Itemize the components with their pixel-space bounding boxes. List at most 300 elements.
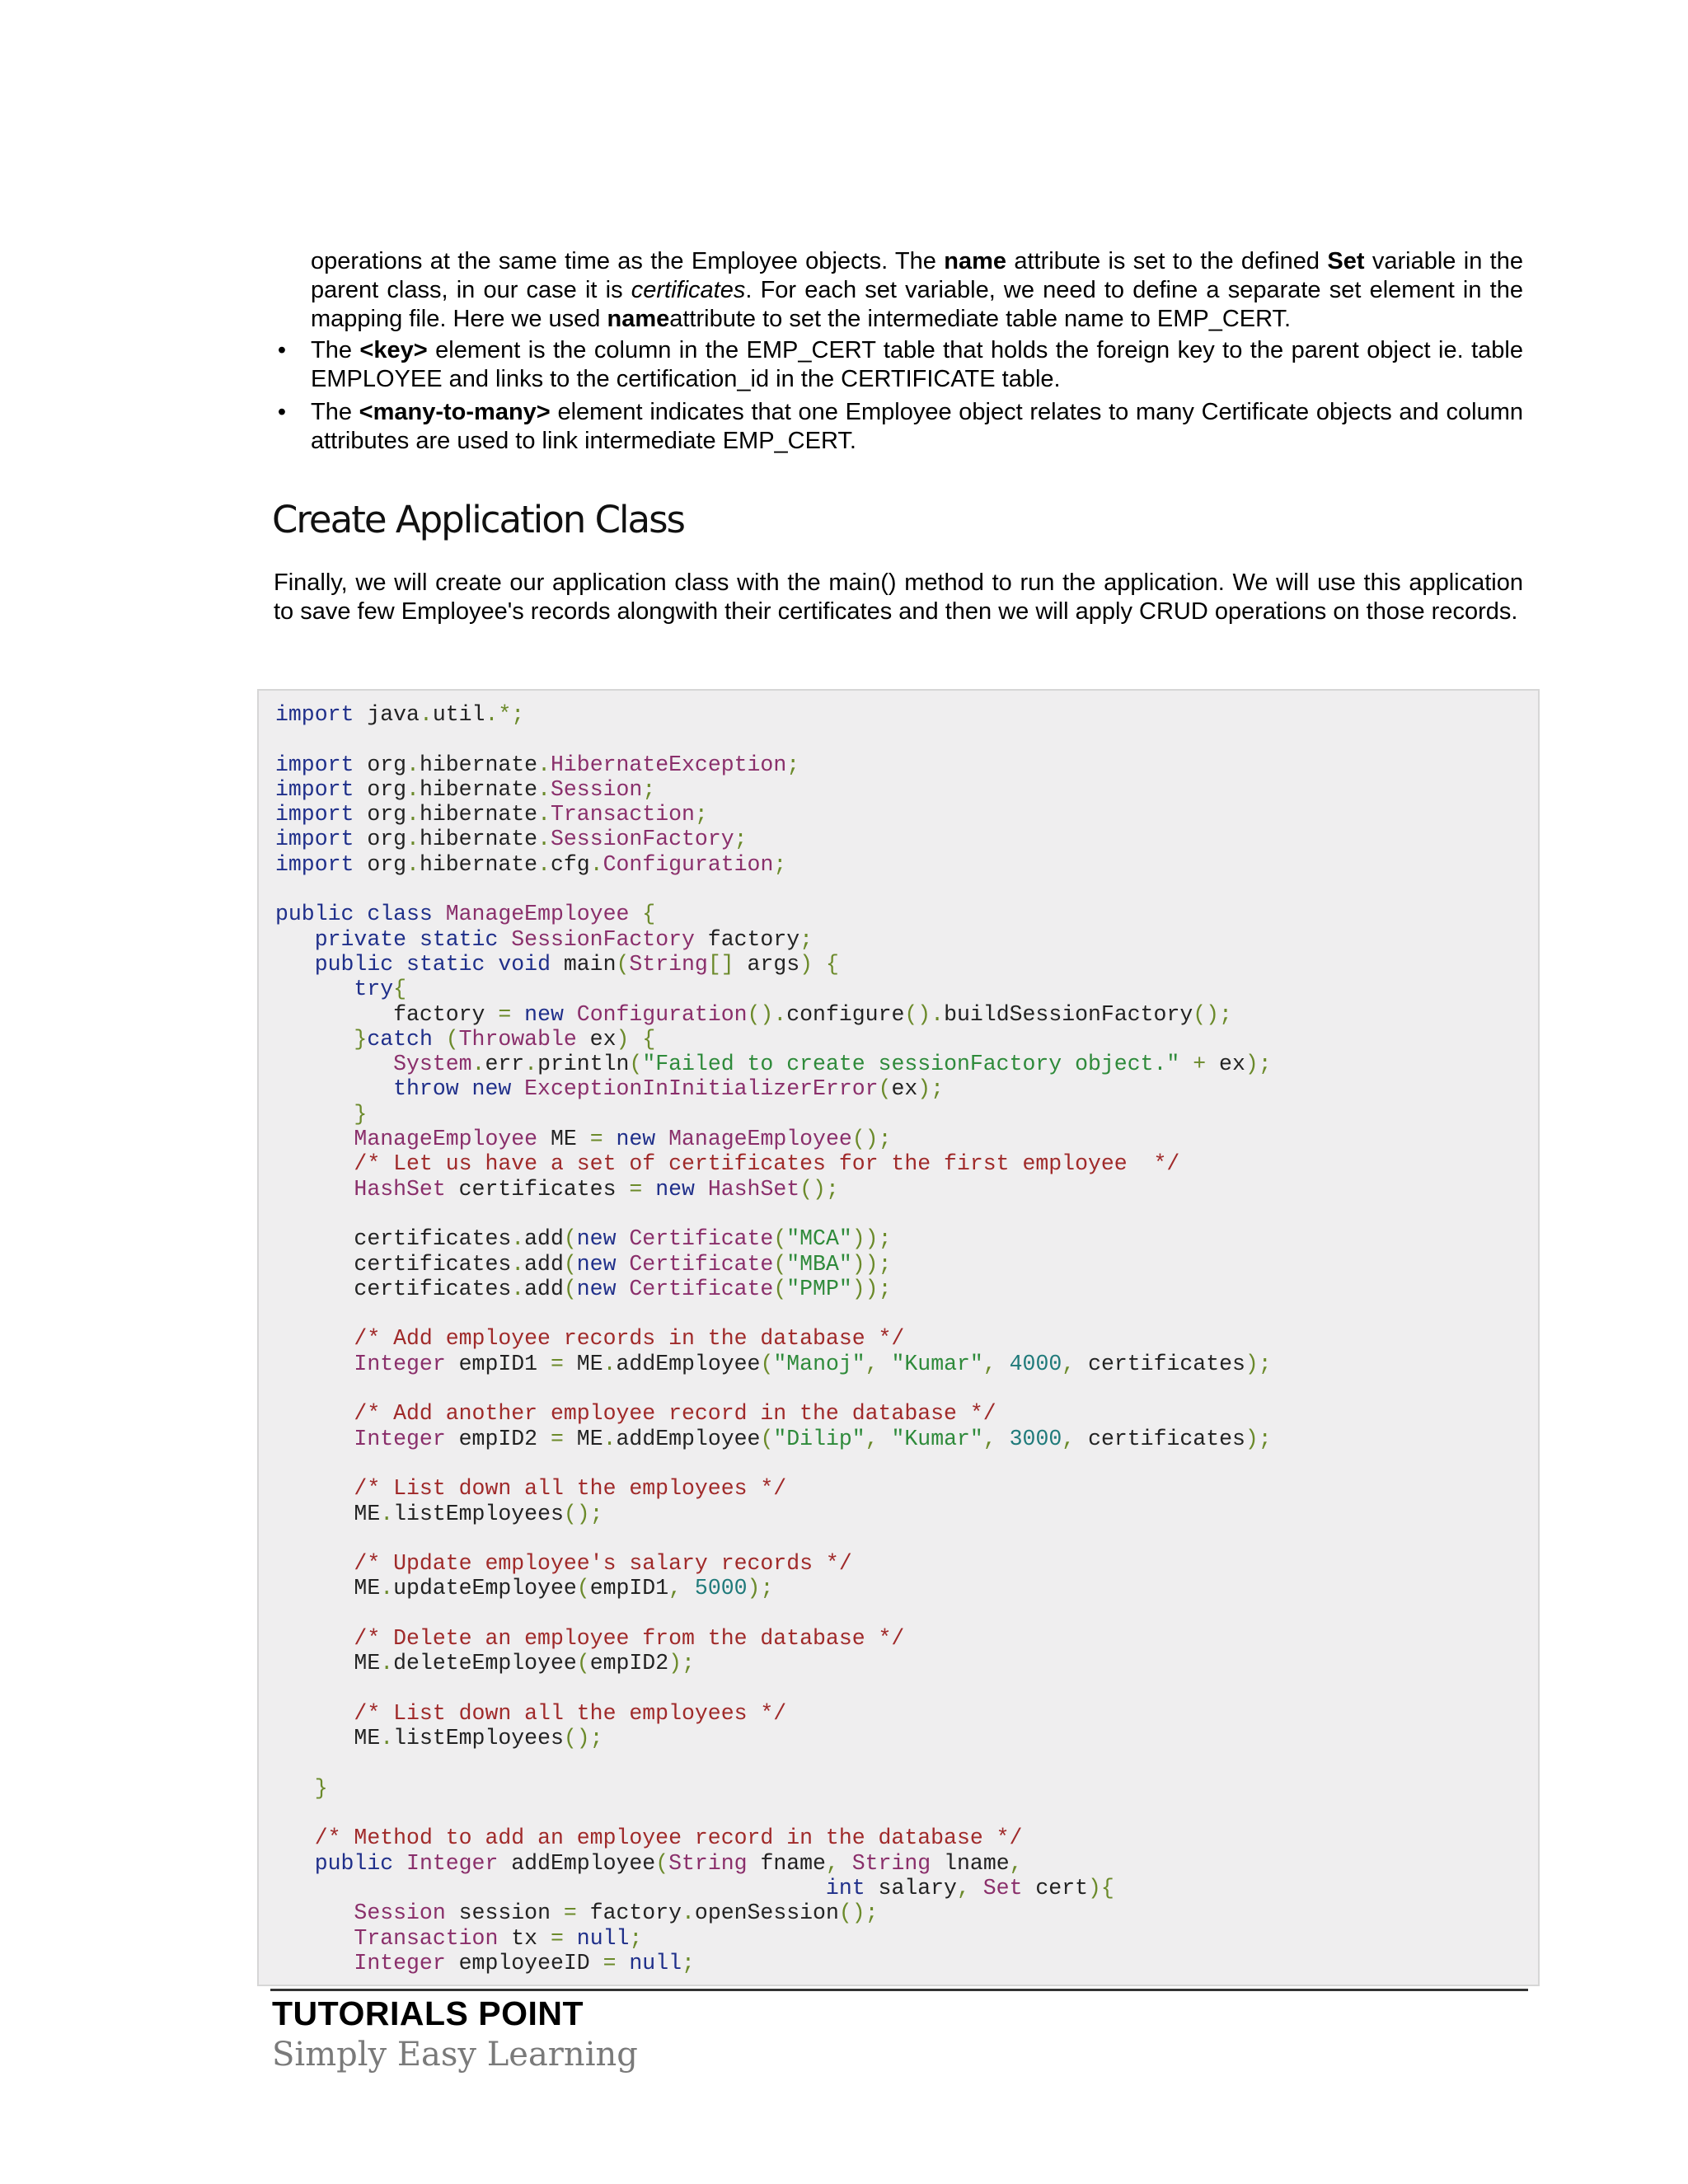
code-token: ME bbox=[275, 1651, 381, 1676]
section-heading: Create Application Class bbox=[272, 498, 684, 541]
code-token: (); bbox=[838, 1900, 879, 1926]
code-line bbox=[275, 1451, 1272, 1476]
code-token: org bbox=[354, 802, 407, 827]
code-token bbox=[629, 1027, 642, 1052]
code-token bbox=[879, 1352, 892, 1376]
code-token: factory bbox=[275, 1001, 499, 1027]
code-line bbox=[275, 1401, 1272, 1426]
code-token: public static void bbox=[314, 951, 551, 977]
code-line bbox=[275, 1726, 1272, 1750]
code-token: /* Method to add an employee record in the database */ bbox=[314, 1825, 1023, 1851]
code-token: ManageEmployee bbox=[354, 1127, 538, 1152]
code-token: ExceptionInInitializerError bbox=[524, 1076, 879, 1102]
code-token bbox=[511, 1076, 524, 1101]
code-token: throw new bbox=[393, 1076, 512, 1102]
code-token: add bbox=[524, 1276, 564, 1301]
code-token: import bbox=[275, 851, 354, 877]
code-token: (); bbox=[851, 1127, 892, 1152]
code-token: certificates bbox=[275, 1276, 512, 1301]
code-token: "Kumar" bbox=[891, 1351, 983, 1376]
code-token: (). bbox=[904, 1001, 945, 1027]
code-token: import bbox=[275, 802, 354, 827]
code-token: /* List down all the employees */ bbox=[354, 1700, 787, 1726]
code-token: SessionFactory bbox=[550, 827, 734, 852]
code-line bbox=[275, 1127, 1272, 1151]
code-token: + bbox=[1193, 1052, 1207, 1077]
code-token bbox=[564, 1926, 577, 1951]
code-token: org bbox=[354, 827, 407, 852]
code-token: . bbox=[406, 752, 420, 777]
code-token bbox=[498, 927, 511, 952]
code-token: add bbox=[524, 1226, 564, 1252]
code-token: certificates bbox=[445, 1176, 630, 1202]
code-token bbox=[433, 902, 446, 926]
code-token: ME bbox=[537, 1127, 590, 1152]
code-token bbox=[1179, 1052, 1193, 1076]
code-line bbox=[275, 1551, 1272, 1576]
code-token: } bbox=[354, 1026, 368, 1052]
code-token: , bbox=[1009, 1850, 1023, 1876]
code-line bbox=[275, 727, 1272, 752]
code-token: , bbox=[956, 1875, 970, 1900]
code-token: ( bbox=[616, 951, 630, 977]
code-token: ( bbox=[760, 1351, 774, 1376]
code-token: } bbox=[354, 1101, 368, 1127]
code-token: ManageEmployee bbox=[668, 1127, 852, 1152]
code-token bbox=[275, 1825, 315, 1850]
code-token: String bbox=[629, 951, 708, 977]
code-token: = bbox=[498, 1001, 512, 1027]
code-token: = bbox=[550, 1426, 564, 1451]
code-token: deleteEmployee bbox=[393, 1651, 577, 1676]
code-token: ) bbox=[799, 951, 814, 977]
code-token: ME bbox=[275, 1501, 381, 1526]
code-token bbox=[275, 1401, 354, 1426]
code-token: /* Update employee's salary records */ bbox=[354, 1551, 852, 1577]
code-token: certificates bbox=[1075, 1426, 1245, 1451]
code-token bbox=[275, 1177, 354, 1202]
code-token: . bbox=[537, 752, 551, 777]
code-token: ); bbox=[668, 1651, 695, 1676]
code-token: . bbox=[380, 1576, 394, 1601]
code-token: "Failed to create sessionFactory object." bbox=[642, 1052, 1180, 1077]
code-token: HibernateException bbox=[550, 752, 787, 777]
code-token: . bbox=[603, 1351, 617, 1376]
code-token: /* List down all the employees */ bbox=[354, 1476, 787, 1502]
code-token bbox=[275, 1102, 354, 1127]
code-line bbox=[275, 777, 1272, 802]
code-token: tx bbox=[498, 1925, 551, 1951]
code-token: 3000 bbox=[1009, 1426, 1062, 1451]
code-token: new bbox=[655, 1176, 695, 1202]
footer-divider bbox=[270, 1989, 1528, 1991]
code-token: . bbox=[380, 1726, 394, 1751]
code-token: ME bbox=[275, 1726, 381, 1751]
code-line bbox=[275, 852, 1272, 877]
code-token bbox=[275, 1551, 354, 1576]
code-token: factory bbox=[576, 1900, 682, 1926]
code-token: "Manoj" bbox=[773, 1351, 865, 1376]
code-token: String bbox=[851, 1850, 931, 1876]
code-token: ; bbox=[799, 926, 814, 952]
code-line bbox=[275, 1301, 1272, 1326]
code-token bbox=[617, 1277, 630, 1301]
code-token: 4000 bbox=[1009, 1351, 1062, 1376]
code-token: "Dilip" bbox=[773, 1426, 865, 1451]
bullet-item-key bbox=[274, 336, 1523, 394]
code-token: empID2 bbox=[589, 1651, 669, 1676]
code-line bbox=[275, 827, 1272, 851]
code-token: , bbox=[1062, 1426, 1076, 1451]
code-token: , bbox=[865, 1426, 879, 1451]
code-token: import bbox=[275, 702, 354, 727]
code-token: listEmployees bbox=[393, 1726, 564, 1751]
code-token: , bbox=[982, 1426, 996, 1451]
code-line bbox=[275, 1376, 1272, 1401]
code-token: args bbox=[734, 951, 800, 977]
text-run: operations at the same time as the Employee objects. The bbox=[311, 248, 945, 274]
code-token: ); bbox=[1245, 1052, 1272, 1077]
code-token: employeeID bbox=[445, 1950, 603, 1975]
code-line bbox=[275, 1676, 1272, 1701]
code-token: cert bbox=[1022, 1875, 1089, 1900]
code-token: { bbox=[393, 977, 407, 1002]
code-token bbox=[275, 1951, 354, 1975]
code-token: addEmployee bbox=[616, 1426, 761, 1451]
code-token: add bbox=[524, 1251, 564, 1277]
code-line bbox=[275, 1801, 1272, 1825]
code-line bbox=[275, 952, 1272, 977]
code-token bbox=[275, 1626, 354, 1651]
code-line bbox=[275, 1876, 1272, 1900]
code-token: = bbox=[563, 1900, 577, 1926]
code-token bbox=[813, 952, 826, 977]
code-line bbox=[275, 1277, 1272, 1301]
code-listing bbox=[275, 702, 1272, 1975]
code-token: ) bbox=[1088, 1875, 1101, 1900]
code-token: Transaction bbox=[354, 1925, 499, 1951]
code-line bbox=[275, 1352, 1272, 1376]
code-token: import bbox=[275, 776, 354, 802]
code-token: public bbox=[314, 1850, 394, 1876]
code-line bbox=[275, 1427, 1272, 1451]
code-token: ; bbox=[682, 1950, 695, 1975]
code-token: ; bbox=[773, 851, 787, 877]
code-line bbox=[275, 1052, 1272, 1076]
code-line bbox=[275, 1226, 1272, 1251]
code-line bbox=[275, 927, 1272, 952]
intro-paragraph: Finally, we will create our application class with the main() method to run the application. We will use this application to save few Employee's records alongwith their certificates and then we will apply CRUD operations on those records. bbox=[274, 569, 1523, 625]
code-token: . bbox=[511, 1226, 525, 1252]
code-token: ( bbox=[773, 1251, 787, 1277]
code-token: /* Delete an employee from the database */ bbox=[354, 1625, 905, 1651]
code-token: , bbox=[668, 1576, 682, 1601]
code-token: HashSet bbox=[354, 1176, 446, 1202]
code-token bbox=[695, 1177, 708, 1202]
bullet-item-many-to-many bbox=[274, 398, 1523, 456]
code-token: String bbox=[668, 1850, 748, 1876]
code-token: = bbox=[603, 1950, 617, 1975]
code-token: (); bbox=[799, 1176, 839, 1202]
code-token: null bbox=[629, 1950, 682, 1975]
code-token: ex bbox=[1206, 1052, 1245, 1077]
code-token: listEmployees bbox=[393, 1501, 564, 1526]
code-token: buildSessionFactory bbox=[944, 1001, 1193, 1027]
code-token: , bbox=[1062, 1351, 1076, 1376]
code-token bbox=[275, 1776, 315, 1801]
code-token bbox=[393, 1851, 406, 1876]
code-line bbox=[275, 1851, 1272, 1876]
code-token: /* Add another employee record in the database */ bbox=[354, 1401, 996, 1427]
code-token: ( bbox=[563, 1226, 577, 1252]
code-line bbox=[275, 877, 1272, 902]
code-token: ( bbox=[563, 1276, 577, 1301]
code-token: ME bbox=[563, 1426, 603, 1451]
footer-brand: TUTORIALS POINT bbox=[272, 1994, 584, 2032]
code-token bbox=[275, 1127, 354, 1151]
code-token bbox=[839, 1851, 852, 1876]
code-token: println bbox=[537, 1052, 630, 1077]
code-token: factory bbox=[694, 926, 800, 952]
code-token: util bbox=[432, 702, 485, 727]
code-token bbox=[879, 1427, 892, 1451]
code-token: public class bbox=[275, 902, 433, 927]
code-token: org bbox=[354, 752, 407, 777]
code-token bbox=[275, 1427, 354, 1451]
code-token: org bbox=[354, 851, 407, 877]
code-token bbox=[996, 1427, 1010, 1451]
code-token: , bbox=[825, 1850, 839, 1876]
code-token: Session bbox=[550, 776, 643, 802]
code-token: lname bbox=[931, 1850, 1010, 1876]
code-token bbox=[275, 1876, 826, 1900]
code-token: { bbox=[642, 1026, 656, 1052]
code-line bbox=[275, 1776, 1272, 1801]
code-line bbox=[275, 1626, 1272, 1651]
code-token: import bbox=[275, 827, 354, 852]
code-token: int bbox=[825, 1875, 865, 1900]
code-token: . bbox=[537, 851, 551, 877]
code-line bbox=[275, 1576, 1272, 1601]
code-token: ; bbox=[694, 802, 708, 827]
code-token: Integer bbox=[354, 1351, 446, 1376]
code-token: . bbox=[380, 1651, 394, 1676]
code-token: { bbox=[1100, 1875, 1114, 1900]
code-token: ; bbox=[629, 1925, 643, 1951]
code-line bbox=[275, 1502, 1272, 1526]
code-token bbox=[275, 1052, 393, 1076]
code-line bbox=[275, 752, 1272, 777]
code-token: "PMP" bbox=[786, 1276, 852, 1301]
code-line bbox=[275, 1951, 1272, 1975]
code-token: org bbox=[354, 776, 407, 802]
code-token: ); bbox=[1245, 1426, 1272, 1451]
code-token: null bbox=[576, 1925, 630, 1951]
code-token: err bbox=[485, 1052, 525, 1077]
code-token bbox=[617, 1252, 630, 1277]
code-token: ( bbox=[576, 1576, 590, 1601]
bullet-icon: • bbox=[277, 399, 287, 425]
code-token: "Kumar" bbox=[891, 1426, 983, 1451]
code-token: /* Let us have a set of certificates for the first employee */ bbox=[354, 1151, 1180, 1177]
code-token: configure bbox=[786, 1001, 905, 1027]
code-token: (). bbox=[747, 1001, 787, 1027]
text-run: The bbox=[311, 399, 359, 425]
code-token: = bbox=[589, 1127, 603, 1152]
code-token: Integer bbox=[354, 1950, 446, 1975]
code-line bbox=[275, 1651, 1272, 1675]
code-token: . bbox=[419, 702, 433, 727]
code-token: salary bbox=[865, 1875, 957, 1900]
code-token: /* Add employee records in the database */ bbox=[354, 1326, 905, 1352]
code-token: . bbox=[471, 1052, 485, 1077]
code-token: ) bbox=[616, 1026, 630, 1052]
code-line bbox=[275, 1202, 1272, 1226]
code-token: 5000 bbox=[694, 1576, 748, 1601]
code-token bbox=[275, 1151, 354, 1176]
code-token: new bbox=[576, 1226, 617, 1252]
code-token: main bbox=[550, 951, 617, 977]
code-token: cfg bbox=[550, 851, 590, 877]
code-token: hibernate bbox=[419, 802, 538, 827]
code-line bbox=[275, 802, 1272, 827]
code-line bbox=[275, 1326, 1272, 1351]
code-token: hibernate bbox=[419, 752, 538, 777]
code-block bbox=[257, 689, 1540, 1986]
code-token: . bbox=[537, 802, 551, 827]
code-token: Configuration bbox=[576, 1001, 748, 1027]
code-token: ( bbox=[773, 1276, 787, 1301]
code-token bbox=[275, 927, 315, 952]
code-token: updateEmployee bbox=[393, 1576, 577, 1601]
code-token: { bbox=[825, 951, 839, 977]
code-token: . bbox=[589, 851, 603, 877]
code-line bbox=[275, 1102, 1272, 1127]
code-token: ( bbox=[563, 1251, 577, 1277]
code-token: .*; bbox=[485, 702, 525, 727]
code-token: catch bbox=[367, 1026, 433, 1052]
code-token: addEmployee bbox=[498, 1850, 656, 1876]
code-token: "MBA" bbox=[786, 1251, 852, 1277]
code-token bbox=[617, 1226, 630, 1251]
code-token: "MCA" bbox=[786, 1226, 852, 1252]
code-token: . bbox=[406, 776, 420, 802]
bold-run: Set bbox=[1327, 248, 1365, 274]
code-token: ex bbox=[576, 1026, 617, 1052]
code-line bbox=[275, 702, 1272, 727]
code-line bbox=[275, 977, 1272, 1001]
code-token bbox=[275, 1326, 354, 1351]
continued-paragraph bbox=[311, 247, 1523, 334]
code-line bbox=[275, 1177, 1272, 1202]
bullet-list bbox=[274, 336, 1523, 460]
code-token: . bbox=[406, 827, 420, 852]
code-line bbox=[275, 1002, 1272, 1027]
code-line bbox=[275, 1825, 1272, 1850]
code-line bbox=[275, 1701, 1272, 1726]
code-token: . bbox=[537, 776, 551, 802]
code-line bbox=[275, 1926, 1272, 1951]
code-token: empID2 bbox=[445, 1426, 551, 1451]
code-token: ; bbox=[734, 827, 748, 852]
code-token: )); bbox=[851, 1226, 892, 1252]
code-token: ( bbox=[655, 1850, 669, 1876]
code-token: Throwable bbox=[458, 1026, 577, 1052]
code-token: ( bbox=[629, 1052, 643, 1077]
code-token: hibernate bbox=[419, 776, 538, 802]
code-token bbox=[642, 1177, 655, 1202]
text-run: The bbox=[311, 337, 360, 363]
bold-run: name bbox=[944, 248, 1007, 274]
code-token bbox=[970, 1876, 983, 1900]
code-token bbox=[511, 1002, 524, 1027]
code-token: openSession bbox=[694, 1900, 839, 1926]
code-token: hibernate bbox=[419, 851, 538, 877]
text-run: attribute to set the intermediate table name to EMP_CERT. bbox=[669, 306, 1292, 332]
code-token: ; bbox=[786, 752, 800, 777]
code-line bbox=[275, 1076, 1272, 1101]
code-token: )); bbox=[851, 1276, 892, 1301]
code-token: ; bbox=[642, 776, 656, 802]
code-token: ( bbox=[760, 1426, 774, 1451]
code-token: , bbox=[982, 1351, 996, 1376]
code-token: ME bbox=[275, 1576, 381, 1601]
code-token: empID1 bbox=[445, 1351, 551, 1376]
code-token: HashSet bbox=[707, 1176, 800, 1202]
text-run: attribute is set to the defined bbox=[1006, 248, 1328, 274]
code-token bbox=[275, 1701, 354, 1726]
code-token bbox=[996, 1352, 1010, 1376]
code-token bbox=[617, 1951, 630, 1975]
code-token: import bbox=[275, 752, 354, 777]
code-token: ManageEmployee bbox=[445, 902, 630, 927]
code-token: = bbox=[629, 1176, 643, 1202]
code-token: new bbox=[576, 1251, 617, 1277]
code-line bbox=[275, 1900, 1272, 1925]
text-run: . For each set variable, we need to define a separate set element in the mapping file. Here we used bbox=[311, 277, 1523, 332]
code-token bbox=[275, 1027, 354, 1052]
code-token: certificates bbox=[275, 1226, 512, 1252]
bold-run: <key> bbox=[359, 337, 428, 363]
code-line bbox=[275, 1252, 1272, 1277]
code-token: (); bbox=[563, 1726, 603, 1751]
code-token: . bbox=[511, 1251, 525, 1277]
code-token bbox=[275, 1076, 393, 1101]
text-run: element is the column in the EMP_CERT table that holds the foreign key to the parent object ie. table EMPLOYEE and links to the certification_id in the CERTIFICATE table. bbox=[311, 337, 1524, 392]
code-token: Certificate bbox=[629, 1226, 774, 1252]
bullet-text bbox=[311, 399, 1523, 454]
code-token bbox=[275, 952, 315, 977]
code-token: . bbox=[537, 827, 551, 852]
code-token: empID1 bbox=[589, 1576, 669, 1601]
code-token: addEmployee bbox=[616, 1351, 761, 1376]
code-token: Set bbox=[982, 1875, 1023, 1900]
code-token: ); bbox=[1245, 1351, 1272, 1376]
code-token: . bbox=[406, 851, 420, 877]
code-token bbox=[275, 1851, 315, 1876]
code-token bbox=[275, 977, 354, 1001]
code-token bbox=[275, 1476, 354, 1501]
code-token bbox=[655, 1127, 668, 1151]
code-token: SessionFactory bbox=[511, 926, 695, 952]
code-token bbox=[275, 1900, 354, 1925]
code-token: . bbox=[511, 1276, 525, 1301]
code-token: Integer bbox=[406, 1850, 499, 1876]
code-token: Certificate bbox=[629, 1276, 774, 1301]
bullet-icon: • bbox=[277, 337, 287, 363]
code-token: [] bbox=[707, 951, 734, 977]
code-line bbox=[275, 1526, 1272, 1551]
